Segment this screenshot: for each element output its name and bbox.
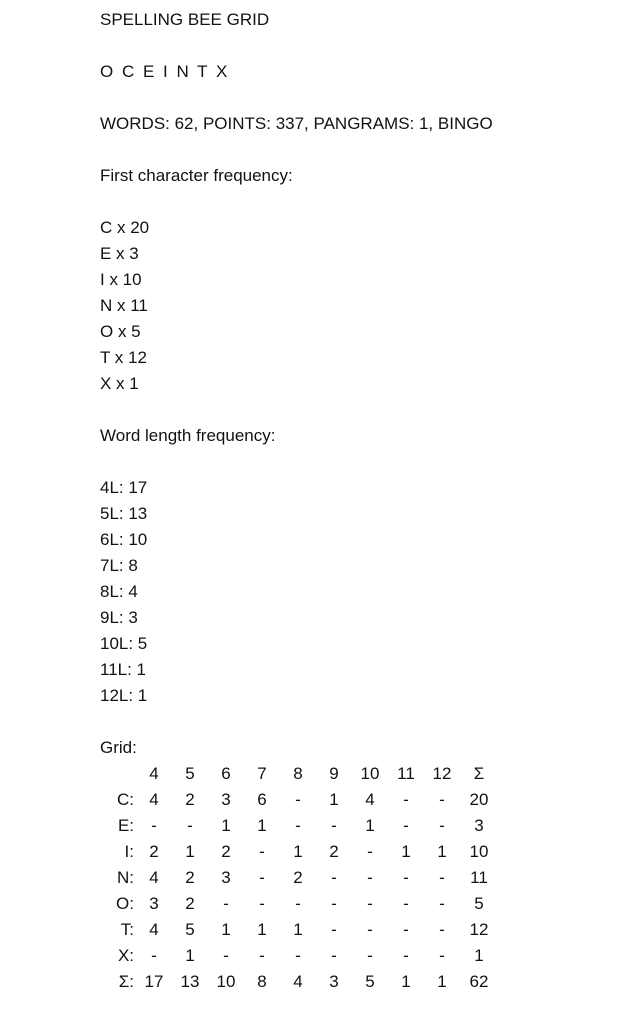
first-char-item: E x 3 — [100, 244, 139, 263]
grid-row-label: T: — [120, 920, 134, 939]
grid-row-label: I: — [124, 842, 134, 861]
grid-cell: - — [151, 816, 157, 835]
grid-row — [100, 787, 498, 813]
grid-cell: 5 — [185, 920, 195, 939]
length-list — [100, 475, 600, 709]
grid-cell: 3 — [221, 868, 231, 887]
grid-heading: Grid: — [100, 738, 137, 757]
grid-cell: 1 — [293, 842, 303, 861]
length-item: 5L: 13 — [100, 504, 148, 523]
grid-cell: - — [151, 946, 157, 965]
length-item: 12L: 1 — [100, 686, 148, 705]
grid-row — [100, 865, 498, 891]
grid-cell: 1 — [401, 842, 411, 861]
grid-cell: 11 — [470, 868, 488, 887]
length-heading: Word length frequency: — [100, 426, 276, 445]
grid-cell: 4 — [365, 790, 375, 809]
grid-cell: - — [367, 868, 373, 887]
grid-row-label: X: — [117, 946, 134, 965]
grid-cell: 3 — [221, 790, 231, 809]
grid-cell: 3 — [329, 972, 339, 991]
grid-column-header: 6 — [221, 764, 231, 783]
grid-cell: - — [403, 868, 409, 887]
grid-cell: - — [403, 790, 409, 809]
grid-cell: 1 — [185, 842, 195, 861]
first-char-item: X x 1 — [100, 374, 139, 393]
grid-column-header: 5 — [185, 764, 195, 783]
length-item: 4L: 17 — [100, 478, 148, 497]
grid-cell: 17 — [144, 972, 164, 991]
grid-row — [100, 943, 498, 969]
grid-cell: 5 — [474, 894, 484, 913]
grid-cell: - — [403, 946, 409, 965]
grid-cell: 1 — [329, 790, 339, 809]
grid-row — [100, 839, 498, 865]
grid-row-label: C: — [117, 790, 134, 809]
grid-cell: - — [331, 868, 337, 887]
grid-cell: 2 — [185, 790, 195, 809]
grid-cell: 20 — [469, 790, 489, 809]
grid-cell: 1 — [474, 946, 484, 965]
grid-cell: - — [439, 868, 445, 887]
grid-cell: - — [259, 946, 265, 965]
grid-cell: 1 — [221, 920, 231, 939]
grid-cell: - — [331, 946, 337, 965]
length-item: 6L: 10 — [100, 530, 148, 549]
grid-cell: 4 — [293, 972, 303, 991]
grid-cell: 1 — [221, 816, 231, 835]
grid-cell: 2 — [149, 842, 159, 861]
grid-cell: - — [403, 816, 409, 835]
grid-column-header: 4 — [149, 764, 159, 783]
grid-cell: - — [187, 816, 193, 835]
grid-cell: 13 — [180, 972, 200, 991]
grid-row — [100, 917, 498, 943]
grid-column-header: 8 — [293, 764, 303, 783]
first-char-item: N x 11 — [100, 296, 148, 315]
grid-cell: 10 — [216, 972, 236, 991]
grid-cell: - — [403, 920, 409, 939]
grid-cell: - — [439, 816, 445, 835]
grid-corner — [100, 761, 136, 787]
grid-column-header: Σ — [473, 764, 485, 783]
grid-cell: 2 — [221, 842, 231, 861]
grid-cell: - — [367, 920, 373, 939]
grid-cell: 2 — [185, 868, 195, 887]
grid-cell: 3 — [474, 816, 484, 835]
grid-column-header: 12 — [432, 764, 452, 783]
grid-column-header: 11 — [397, 764, 415, 783]
grid-row-label: O: — [116, 894, 134, 913]
spelling-bee-report — [100, 0, 600, 995]
grid-cell: - — [259, 842, 265, 861]
grid-cell: 8 — [257, 972, 267, 991]
grid-cell: - — [223, 894, 229, 913]
grid-cell: - — [331, 894, 337, 913]
grid-cell: 2 — [293, 868, 303, 887]
grid-cell: 1 — [257, 920, 267, 939]
grid-cell: 10 — [469, 842, 489, 861]
grid-cell: 2 — [329, 842, 339, 861]
grid-cell: 3 — [149, 894, 159, 913]
grid-cell: - — [295, 816, 301, 835]
grid-cell: - — [259, 894, 265, 913]
grid-cell: - — [295, 946, 301, 965]
grid-cell: - — [403, 894, 409, 913]
puzzle-letters: O C E I N T X — [100, 62, 230, 81]
first-char-item: O x 5 — [100, 322, 141, 341]
grid-cell: - — [439, 894, 445, 913]
grid-cell: 1 — [293, 920, 303, 939]
grid-body — [100, 787, 498, 995]
grid-cell: - — [259, 868, 265, 887]
grid-row — [100, 891, 498, 917]
grid-cell: 1 — [257, 816, 267, 835]
grid-header-row — [100, 761, 498, 787]
grid-cell: - — [295, 894, 301, 913]
grid-cell: - — [367, 894, 373, 913]
first-char-item: C x 20 — [100, 218, 150, 237]
page-title: SPELLING BEE GRID — [100, 10, 270, 29]
grid-cell: - — [439, 946, 445, 965]
grid-column-header: 7 — [257, 764, 267, 783]
first-char-item: T x 12 — [100, 348, 147, 367]
grid-cell: - — [367, 946, 373, 965]
grid-cell: 1 — [401, 972, 411, 991]
grid-column-header: 10 — [360, 764, 380, 783]
grid-cell: - — [367, 842, 373, 861]
grid-row-label: N: — [117, 868, 134, 887]
frequency-grid — [100, 761, 498, 995]
grid-cell: - — [331, 920, 337, 939]
length-item: 9L: 3 — [100, 608, 138, 627]
grid-cell: 1 — [365, 816, 375, 835]
grid-cell: 5 — [365, 972, 375, 991]
length-item: 10L: 5 — [100, 634, 148, 653]
length-item: 7L: 8 — [100, 556, 138, 575]
grid-cell: 4 — [149, 790, 159, 809]
first-char-item: I x 10 — [100, 270, 142, 289]
grid-cell: - — [439, 790, 445, 809]
length-item: 8L: 4 — [100, 582, 138, 601]
grid-row-label: E: — [117, 816, 134, 835]
grid-cell: 62 — [469, 972, 489, 991]
grid-cell: 4 — [149, 868, 159, 887]
first-char-list — [100, 215, 600, 397]
grid-row-label: Σ: — [118, 972, 134, 991]
grid-row — [100, 813, 498, 839]
grid-cell: - — [331, 816, 337, 835]
first-char-heading: First character frequency: — [100, 166, 293, 185]
grid-row — [100, 969, 498, 995]
grid-cell: 6 — [257, 790, 267, 809]
grid-cell: 12 — [469, 920, 489, 939]
grid-cell: 2 — [185, 894, 195, 913]
grid-cell: - — [439, 920, 445, 939]
grid-cell: 1 — [185, 946, 195, 965]
grid-column-header: 9 — [329, 764, 339, 783]
grid-cell: 1 — [437, 972, 447, 991]
puzzle-stats: WORDS: 62, POINTS: 337, PANGRAMS: 1, BINGO — [100, 114, 493, 133]
grid-cell: 4 — [149, 920, 159, 939]
length-item: 11L: 1 — [100, 660, 147, 679]
grid-cell: 1 — [437, 842, 447, 861]
grid-cell: - — [223, 946, 229, 965]
grid-cell: - — [295, 790, 301, 809]
